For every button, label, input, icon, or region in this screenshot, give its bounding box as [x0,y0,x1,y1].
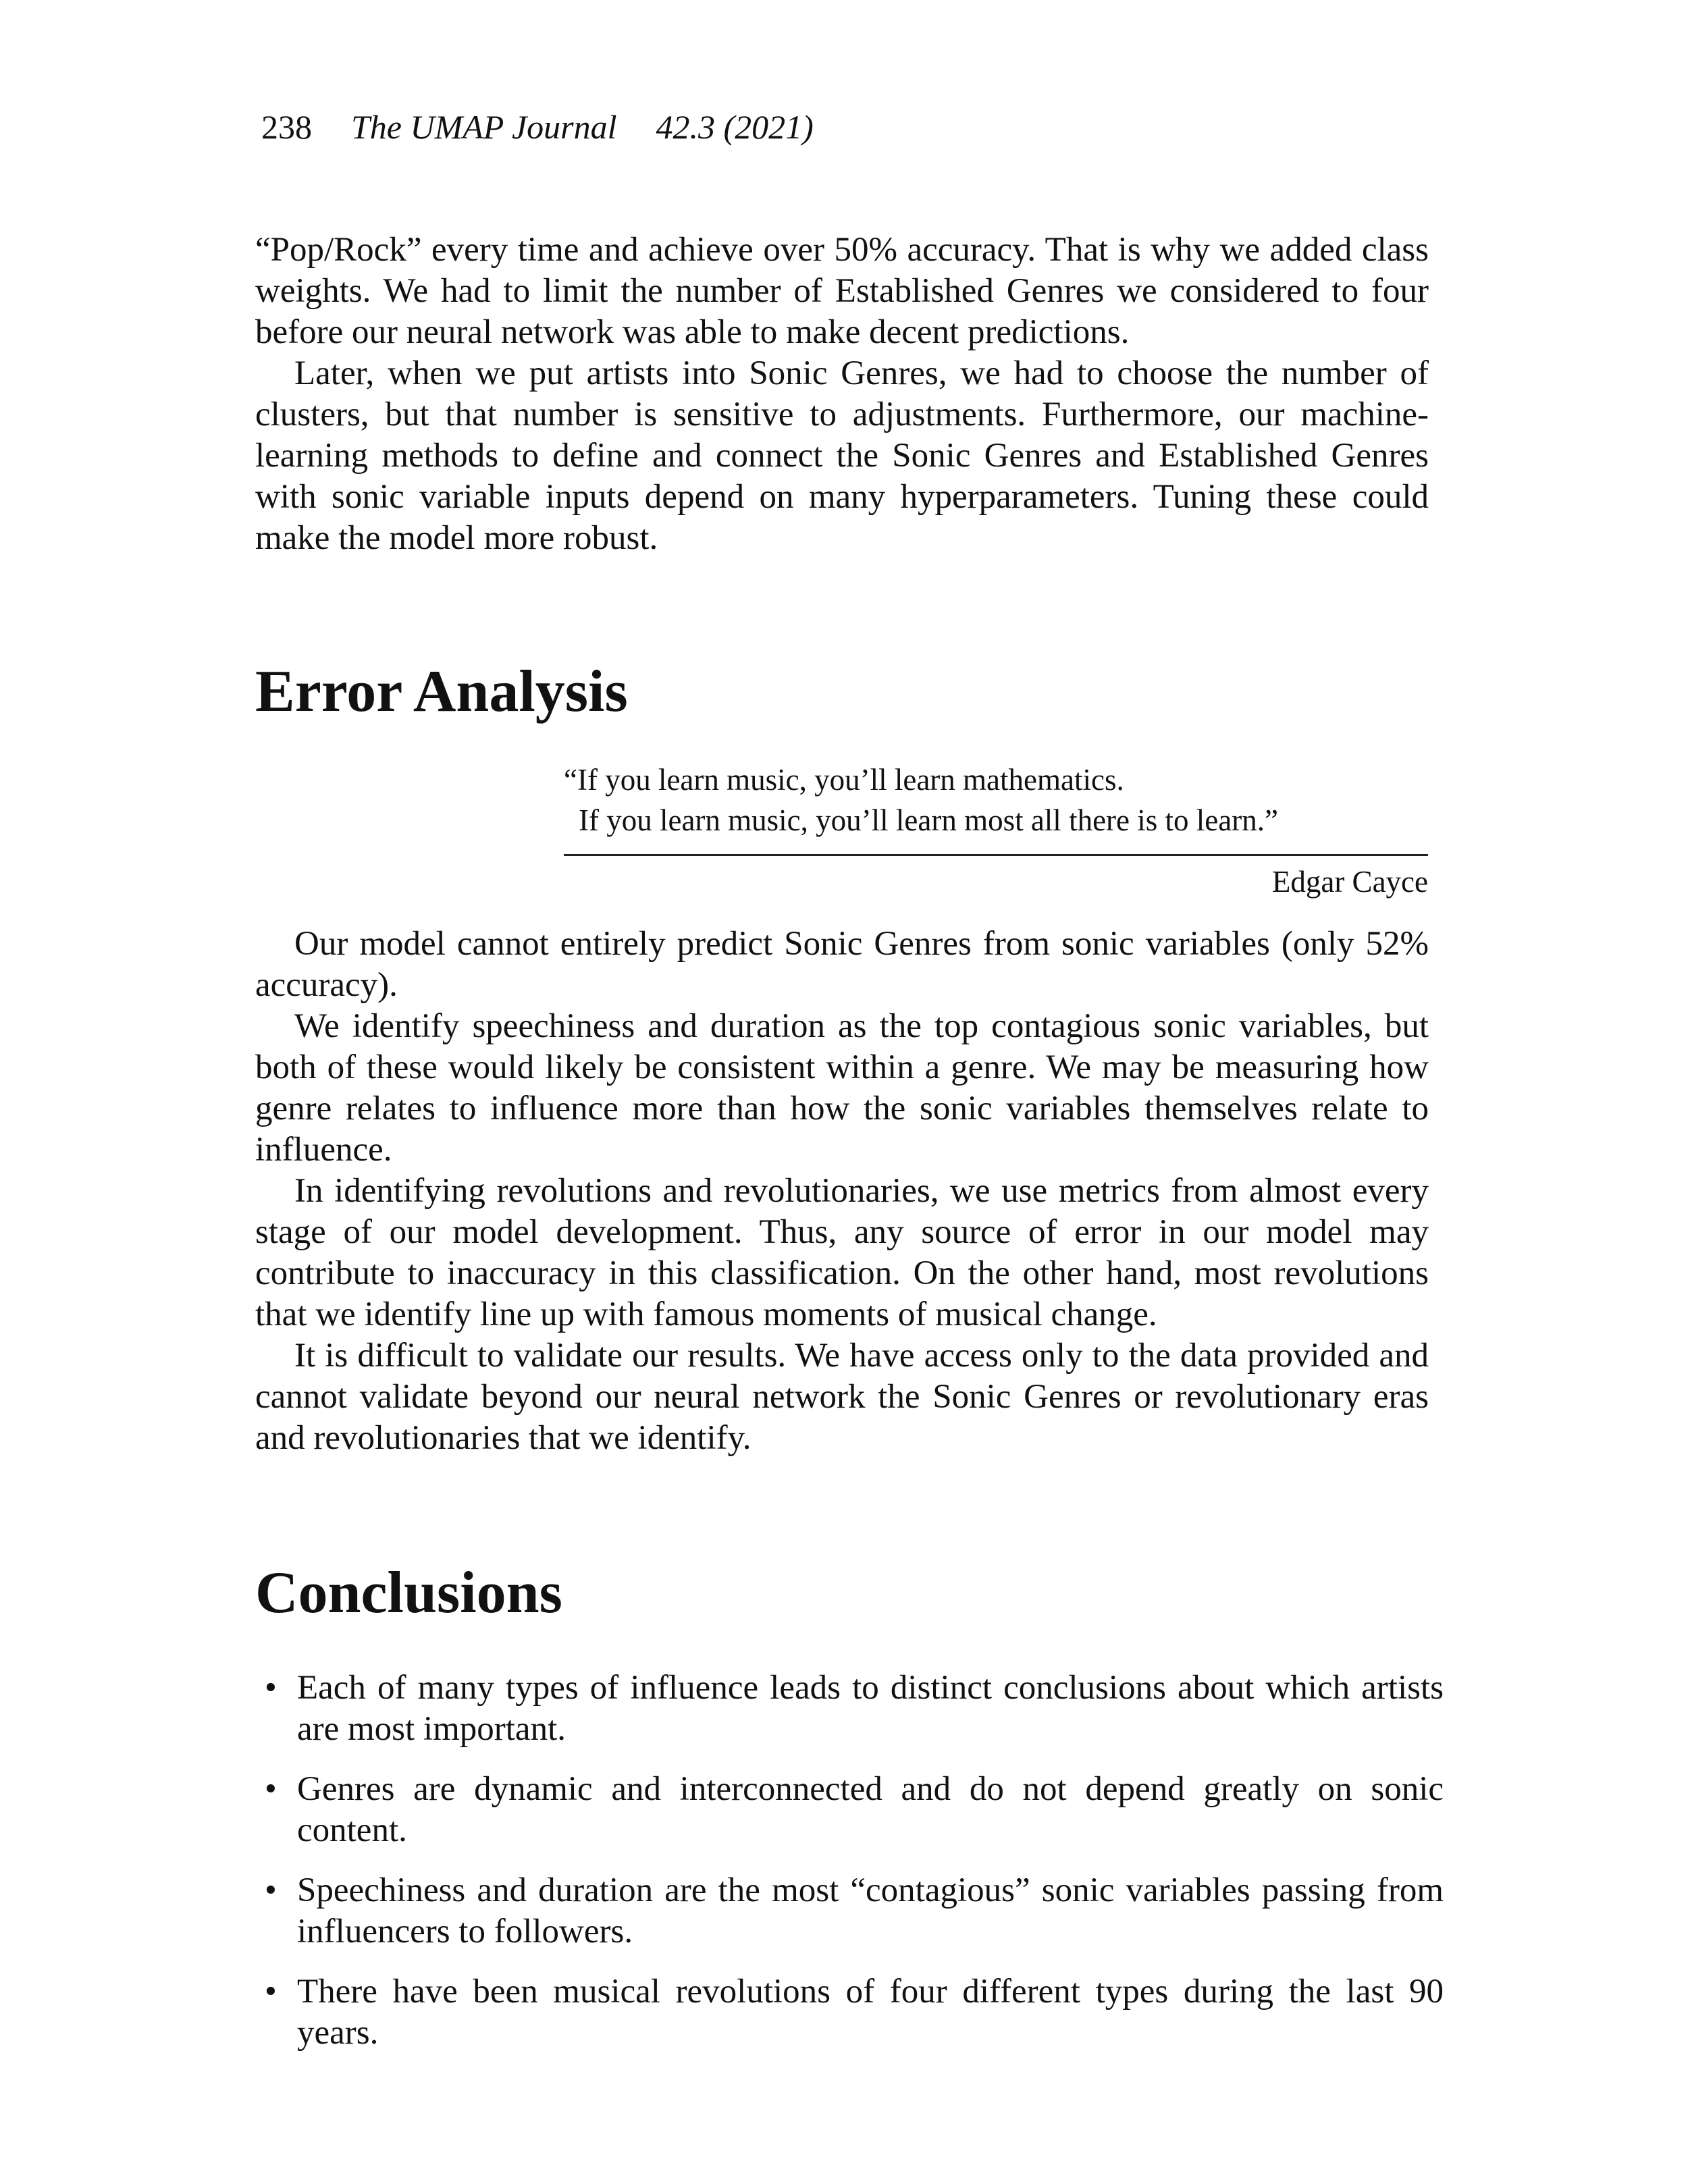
bullet-icon: • [265,1669,277,1707]
list-item-text: There have been musical revolutions of four different types during the last 90 years. [297,1973,1444,2052]
section-heading-conclusions: Conclusions [255,1560,562,1626]
list-item [255,1971,1444,2054]
list-item [255,1668,1444,1750]
list-item-text: Speechiness and duration are the most “contagious” sonic variables passing from influencers to followers. [297,1871,1444,1950]
paragraph: “Pop/Rock” every time and achieve over 50% accuracy. That is why we added class weights. We had to limit the number of Established Genres we considered to four before our neural network was able to make decent predictions. [255,231,1429,351]
epigraph-quote-line: If you learn music, you’ll learn most all there is to learn.” [579,803,1278,837]
paragraph: Our model cannot entirely predict Sonic Genres from sonic variables (only 52% accuracy). [255,925,1429,1004]
section-heading-error-analysis: Error Analysis [255,659,628,724]
paragraph: It is difficult to validate our results. We have access only to the data provided and cannot validate beyond our neural network the Sonic Genres or revolutionary eras and revolutionaries that we identify. [255,1337,1429,1457]
paragraph: In identifying revolutions and revolutionaries, we use metrics from almost every stage of our model development. Thus, any source of error in our model may contribute to inaccuracy in this classification. On the other hand, most revolutions that we identify line up with famous moments of musical change. [255,1172,1429,1333]
conclusions-list [255,1668,1444,2073]
bullet-icon: • [265,1973,277,2010]
list-item-text: Each of many types of influence leads to distinct conclusions about which artists are most important. [297,1669,1444,1748]
epigraph-attribution: Edgar Cayce [1271,865,1428,899]
page-number: 238 [261,108,312,146]
journal-issue: 42.3 (2021) [656,108,814,146]
running-head [261,107,814,147]
error-analysis-text [255,924,1429,1459]
paragraph: Later, when we put artists into Sonic Genres, we had to choose the number of clusters, but that number is sensitive to adjustments. Furthermore, our machine-learning methods to define and connect the Sonic Genres and Established Genres with sonic variable inputs depend on many hyperparameters. Tuning these could make the model more robust. [255,354,1429,557]
bullet-icon: • [265,1770,277,1808]
list-item [255,1769,1444,1851]
epigraph [564,760,1428,902]
intro-text [255,230,1429,559]
paragraph: We identify speechiness and duration as the top contagious sonic variables, but both of these would likely be consistent within a genre. We may be measuring how genre relates to influence more than how the sonic variables themselves relate to influence. [255,1007,1429,1169]
epigraph-quote-line: “If you learn music, you’ll learn mathematics. [564,763,1124,797]
bullet-icon: • [265,1871,277,1909]
epigraph-divider [564,854,1428,856]
journal-title: The UMAP Journal [351,108,617,146]
list-item-text: Genres are dynamic and interconnected and do not depend greatly on sonic content. [297,1770,1444,1849]
list-item [255,1870,1444,1952]
